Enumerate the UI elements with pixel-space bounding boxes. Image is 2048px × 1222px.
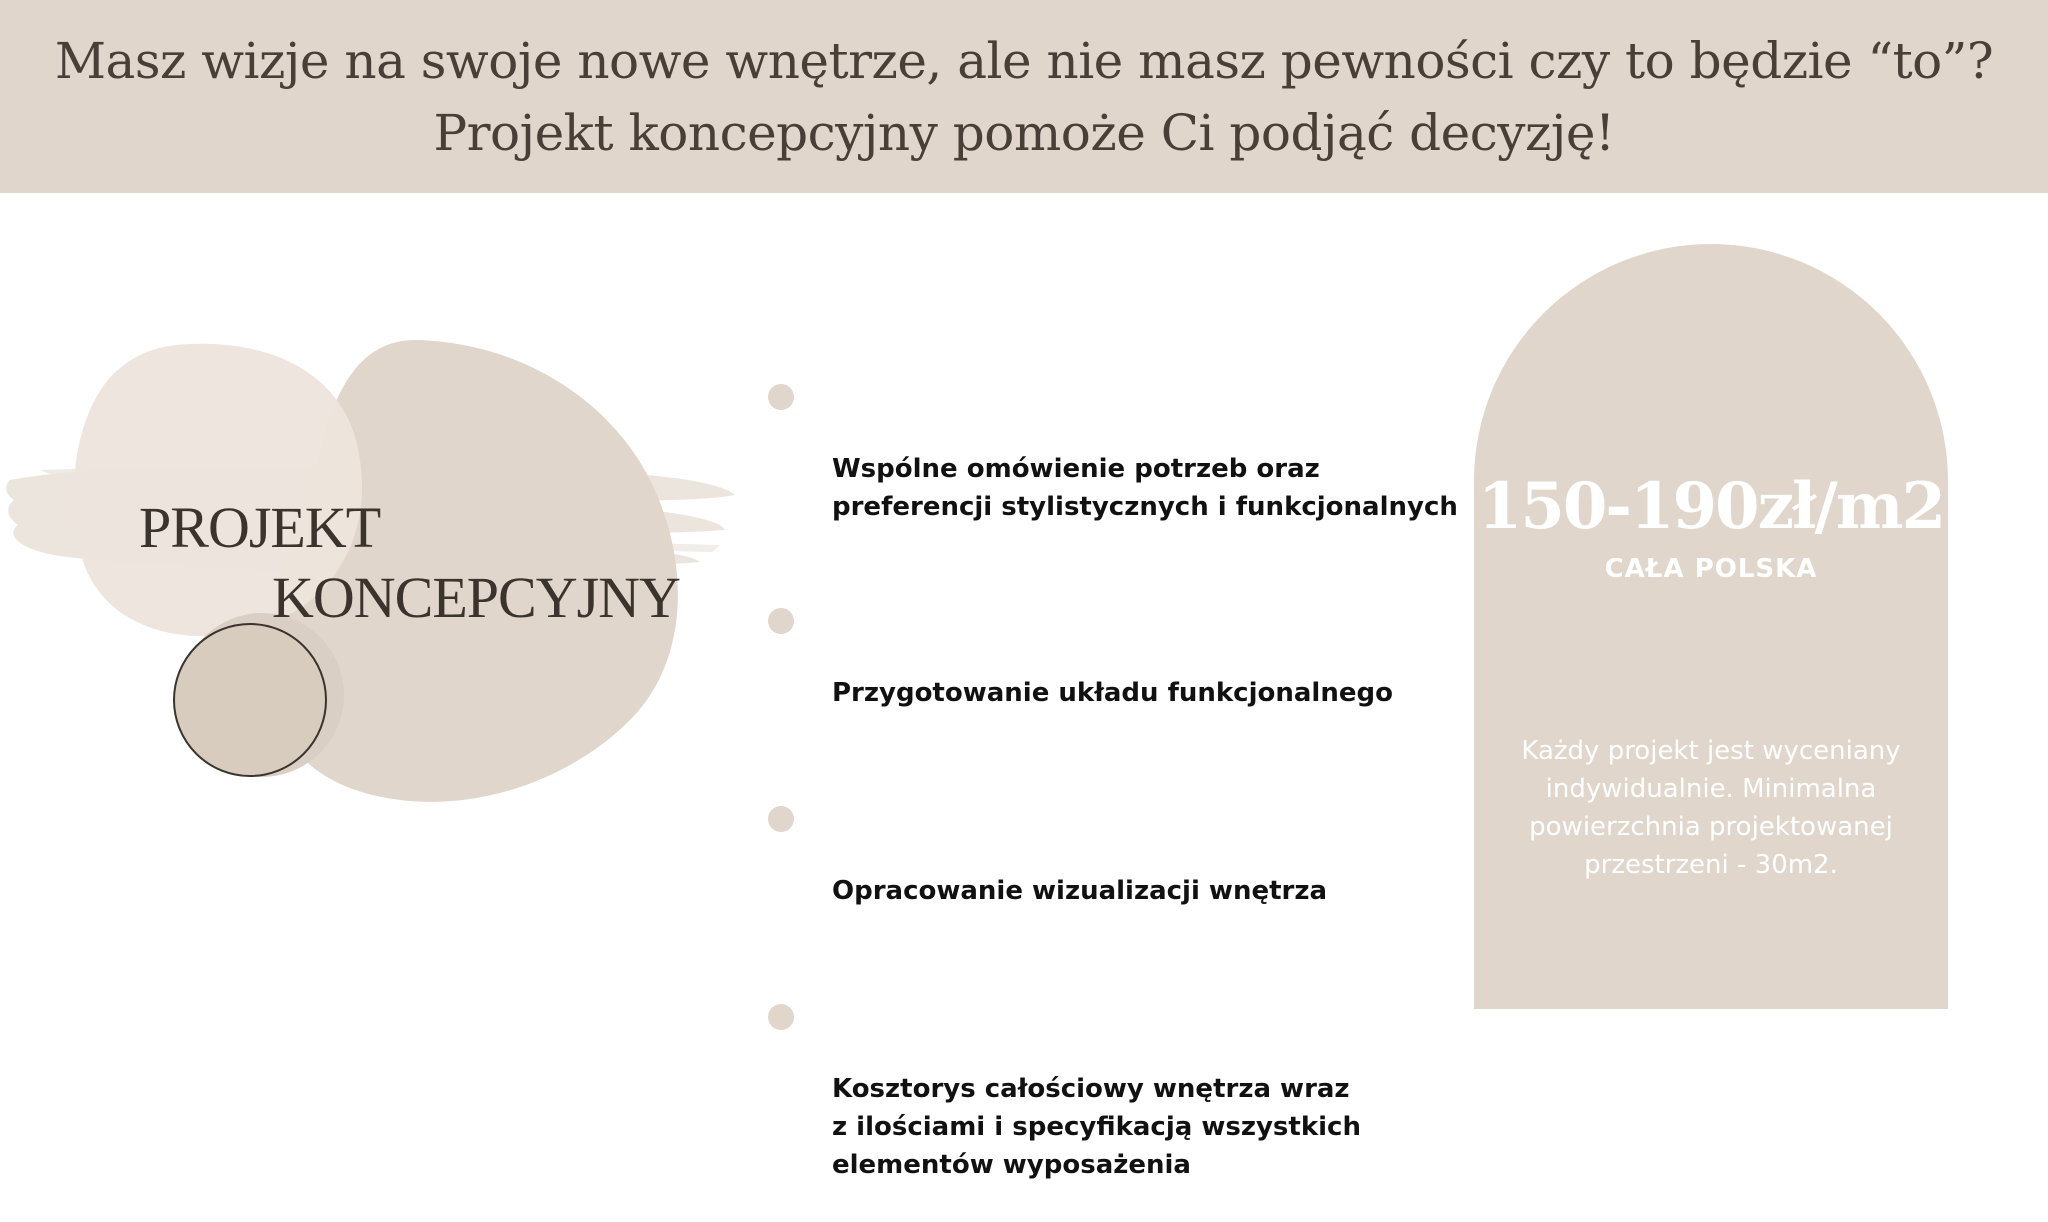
- pricing-card: [1474, 244, 1948, 1009]
- header-headline: Masz wizje na swoje nowe wnętrze, ale nie masz pewności czy to będzie “to”?: [54, 31, 1994, 90]
- feature-item: [768, 994, 1468, 1222]
- price-region: CAŁA POLSKA: [1604, 554, 1818, 584]
- feature-text: Przygotowanie układu funkcjonalnego: [832, 678, 1393, 708]
- price-value: 150-190zł/m2: [1477, 469, 1945, 544]
- concept-title: [139, 493, 680, 633]
- feature-text: Wspólne omówienie potrzeb oraz preferencji stylistycznych i funkcjonalnych: [832, 454, 1458, 522]
- price-note: Każdy projekt jest wyceniany indywidualnie. Minimalna powierzchnia projektowanej przestrzeni - 30m2.: [1521, 736, 1901, 880]
- feature-text: Opracowanie wizualizacji wnętrza: [832, 876, 1328, 906]
- feature-text: Kosztorys całościowy wnętrza wraz z ilościami i specyfikacją wszystkich elementów wyposażenia: [832, 1074, 1361, 1180]
- bullet-dot-icon: [768, 384, 794, 410]
- concept-title-line1: PROJEKT: [139, 495, 381, 560]
- feature-item: [768, 598, 1468, 750]
- concept-title-line2: KONCEPCYJNY: [272, 565, 680, 630]
- small-circle: [174, 624, 326, 776]
- feature-item: [768, 374, 1468, 564]
- bullet-dot-icon: [768, 806, 794, 832]
- feature-list: [768, 374, 1468, 1222]
- header-banner: [0, 0, 2048, 193]
- feature-item: [768, 796, 1468, 948]
- header-subheadline: Projekt koncepcyjny pomoże Ci podjąć decyzję!: [433, 103, 1615, 162]
- bullet-dot-icon: [768, 1004, 794, 1030]
- bullet-dot-icon: [768, 608, 794, 634]
